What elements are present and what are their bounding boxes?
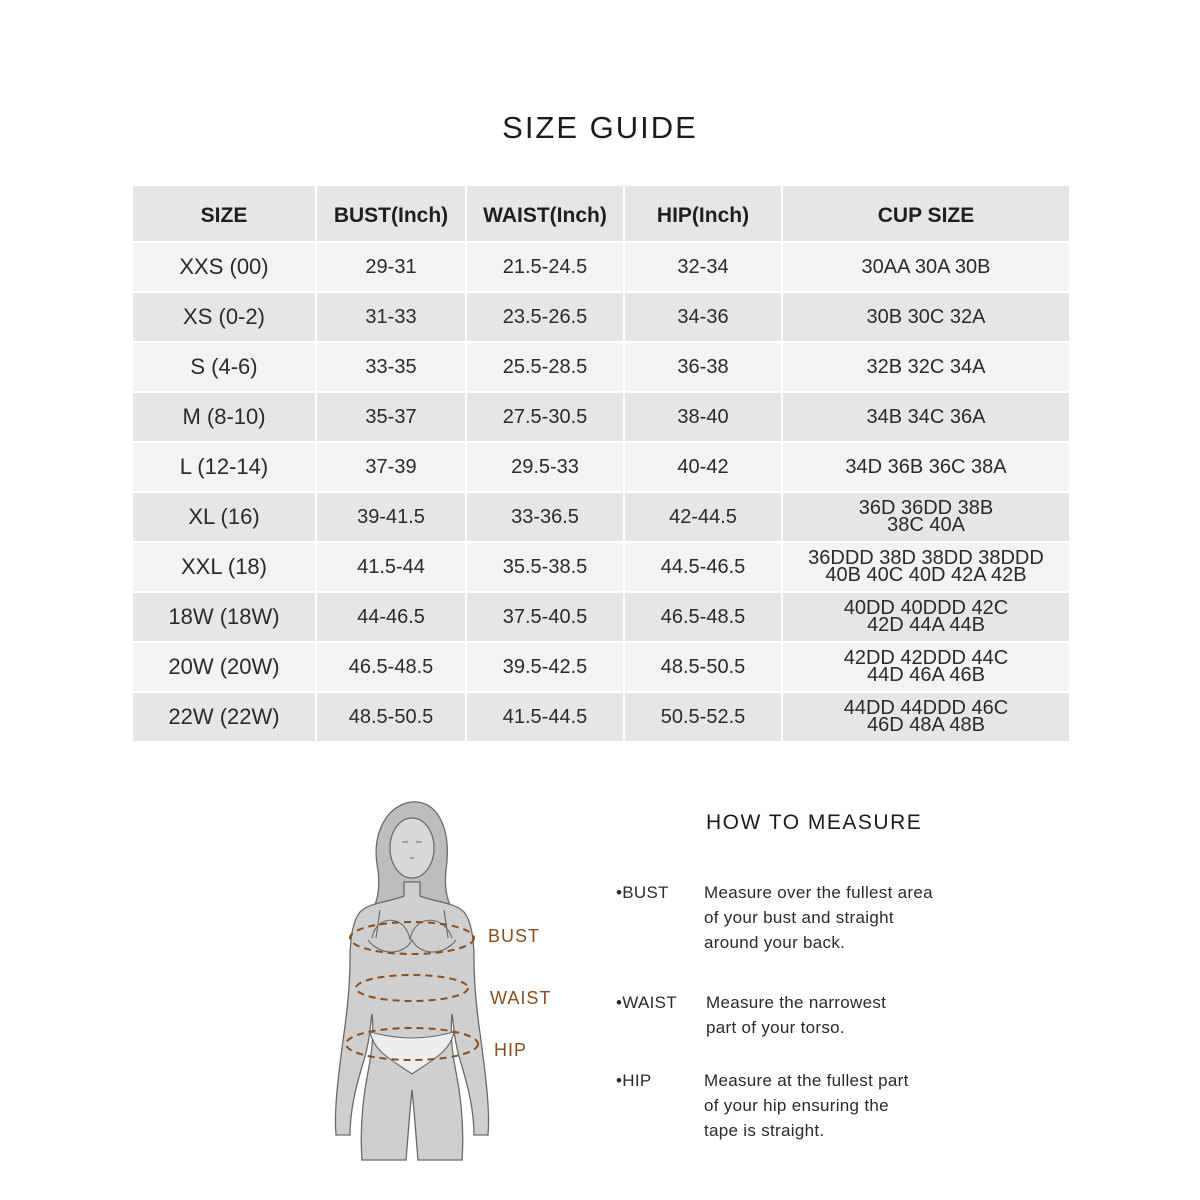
waist-instruction-line: Measure the narrowest	[706, 993, 887, 1012]
bust-cell: 48.5-50.5	[316, 692, 466, 742]
waist-cell: 29.5-33	[466, 442, 624, 492]
size-cell: XL (16)	[132, 492, 316, 542]
hip-cell: 48.5-50.5	[624, 642, 782, 692]
size-cell: XS (0-2)	[132, 292, 316, 342]
bust-cell: 29-31	[316, 242, 466, 292]
bust-cell: 33-35	[316, 342, 466, 392]
table-row	[132, 392, 1070, 442]
waist-instruction-label: •WAIST	[616, 993, 677, 1012]
header-bust: BUST(Inch)	[316, 185, 466, 242]
waist-cell: 27.5-30.5	[466, 392, 624, 442]
table-header-row	[132, 185, 1070, 242]
bust-instruction-line: around your back.	[704, 933, 846, 952]
cup-size-cell	[782, 642, 1070, 692]
cup-size-cell	[782, 692, 1070, 742]
hip-cell: 38-40	[624, 392, 782, 442]
waist-cell: 39.5-42.5	[466, 642, 624, 692]
table-row	[132, 592, 1070, 642]
size-cell: L (12-14)	[132, 442, 316, 492]
bust-cell: 44-46.5	[316, 592, 466, 642]
hip-cell: 32-34	[624, 242, 782, 292]
table-row	[132, 442, 1070, 492]
bust-cell: 41.5-44	[316, 542, 466, 592]
bust-instruction-line: of your bust and straight	[704, 908, 894, 927]
cup-size-line: 36D 36DD 38B	[858, 497, 994, 519]
bust-cell: 37-39	[316, 442, 466, 492]
hip-cell: 44.5-46.5	[624, 542, 782, 592]
bust-cell: 39-41.5	[316, 492, 466, 542]
bust-instruction	[616, 880, 966, 960]
table-row	[132, 542, 1070, 592]
size-table	[131, 184, 1071, 743]
waist-cell: 25.5-28.5	[466, 342, 624, 392]
how-to-measure-title: HOW TO MEASURE	[706, 811, 923, 834]
table-row	[132, 492, 1070, 542]
size-cell: S (4-6)	[132, 342, 316, 392]
size-cell: XXL (18)	[132, 542, 316, 592]
cup-size-cell	[782, 442, 1070, 492]
hip-cell: 40-42	[624, 442, 782, 492]
cup-size-cell	[782, 342, 1070, 392]
hip-cell: 42-44.5	[624, 492, 782, 542]
table-row	[132, 242, 1070, 292]
cup-size-cell	[782, 592, 1070, 642]
size-cell: XXS (00)	[132, 242, 316, 292]
cup-size-line: 32B 32C 34A	[866, 355, 986, 378]
hip-instruction-label: •HIP	[616, 1071, 652, 1090]
hip-instruction-line: tape is straight.	[704, 1121, 825, 1140]
page-title: SIZE GUIDE	[502, 110, 698, 145]
cup-size-line: 40B 40C 40D 42A 42B	[825, 564, 1027, 586]
waist-cell: 23.5-26.5	[466, 292, 624, 342]
waist-label: WAIST	[490, 988, 552, 1008]
waist-instruction-line: part of your torso.	[706, 1018, 845, 1037]
bust-cell: 46.5-48.5	[316, 642, 466, 692]
hip-cell: 36-38	[624, 342, 782, 392]
table-row	[132, 292, 1070, 342]
cup-size-cell	[782, 492, 1070, 542]
header-size: SIZE	[132, 185, 316, 242]
bust-cell: 35-37	[316, 392, 466, 442]
header-waist: WAIST(Inch)	[466, 185, 624, 242]
hip-instruction-line: of your hip ensuring the	[704, 1096, 889, 1115]
waist-cell: 21.5-24.5	[466, 242, 624, 292]
bust-cell: 31-33	[316, 292, 466, 342]
hip-cell: 50.5-52.5	[624, 692, 782, 742]
body-figure-svg	[320, 790, 570, 1170]
bust-instruction-line: Measure over the fullest area	[704, 883, 933, 902]
cup-size-line: 42DD 42DDD 44C	[843, 647, 1009, 669]
cup-size-line: 30B 30C 32A	[866, 305, 986, 328]
size-table-body	[132, 242, 1070, 742]
cup-size-line: 30AA 30A 30B	[861, 255, 991, 278]
waist-instruction	[616, 990, 966, 1045]
cup-size-line: 38C 40A	[887, 514, 965, 536]
size-cell: 22W (22W)	[132, 692, 316, 742]
table-row	[132, 692, 1070, 742]
header-cup-size: CUP SIZE	[782, 185, 1070, 242]
cup-size-line: 40DD 40DDD 42C	[843, 597, 1009, 619]
cup-size-line: 34D 36B 36C 38A	[845, 455, 1007, 478]
cup-size-line: 34B 34C 36A	[866, 405, 986, 428]
hip-cell: 34-36	[624, 292, 782, 342]
bust-label: BUST	[488, 926, 541, 946]
cup-size-cell	[782, 242, 1070, 292]
cup-size-cell	[782, 542, 1070, 592]
size-cell: 18W (18W)	[132, 592, 316, 642]
table-row	[132, 342, 1070, 392]
cup-size-cell	[782, 392, 1070, 442]
hip-label: HIP	[494, 1040, 528, 1060]
cup-size-line: 42D 44A 44B	[867, 614, 985, 636]
hip-instruction-line: Measure at the fullest part	[704, 1071, 909, 1090]
waist-cell: 37.5-40.5	[466, 592, 624, 642]
cup-size-line: 46D 48A 48B	[867, 714, 985, 736]
waist-cell: 33-36.5	[466, 492, 624, 542]
size-cell: M (8-10)	[132, 392, 316, 442]
waist-cell: 35.5-38.5	[466, 542, 624, 592]
cup-size-cell	[782, 292, 1070, 342]
size-cell: 20W (20W)	[132, 642, 316, 692]
body-figure-illustration	[320, 790, 570, 1170]
header-hip: HIP(Inch)	[624, 185, 782, 242]
cup-size-line: 44DD 44DDD 46C	[843, 697, 1009, 719]
cup-size-line: 44D 46A 46B	[867, 664, 985, 686]
hip-instruction	[616, 1068, 966, 1148]
waist-cell: 41.5-44.5	[466, 692, 624, 742]
hip-cell: 46.5-48.5	[624, 592, 782, 642]
bust-instruction-label: •BUST	[616, 883, 669, 902]
table-row	[132, 642, 1070, 692]
cup-size-line: 36DDD 38D 38DD 38DDD	[808, 547, 1044, 569]
